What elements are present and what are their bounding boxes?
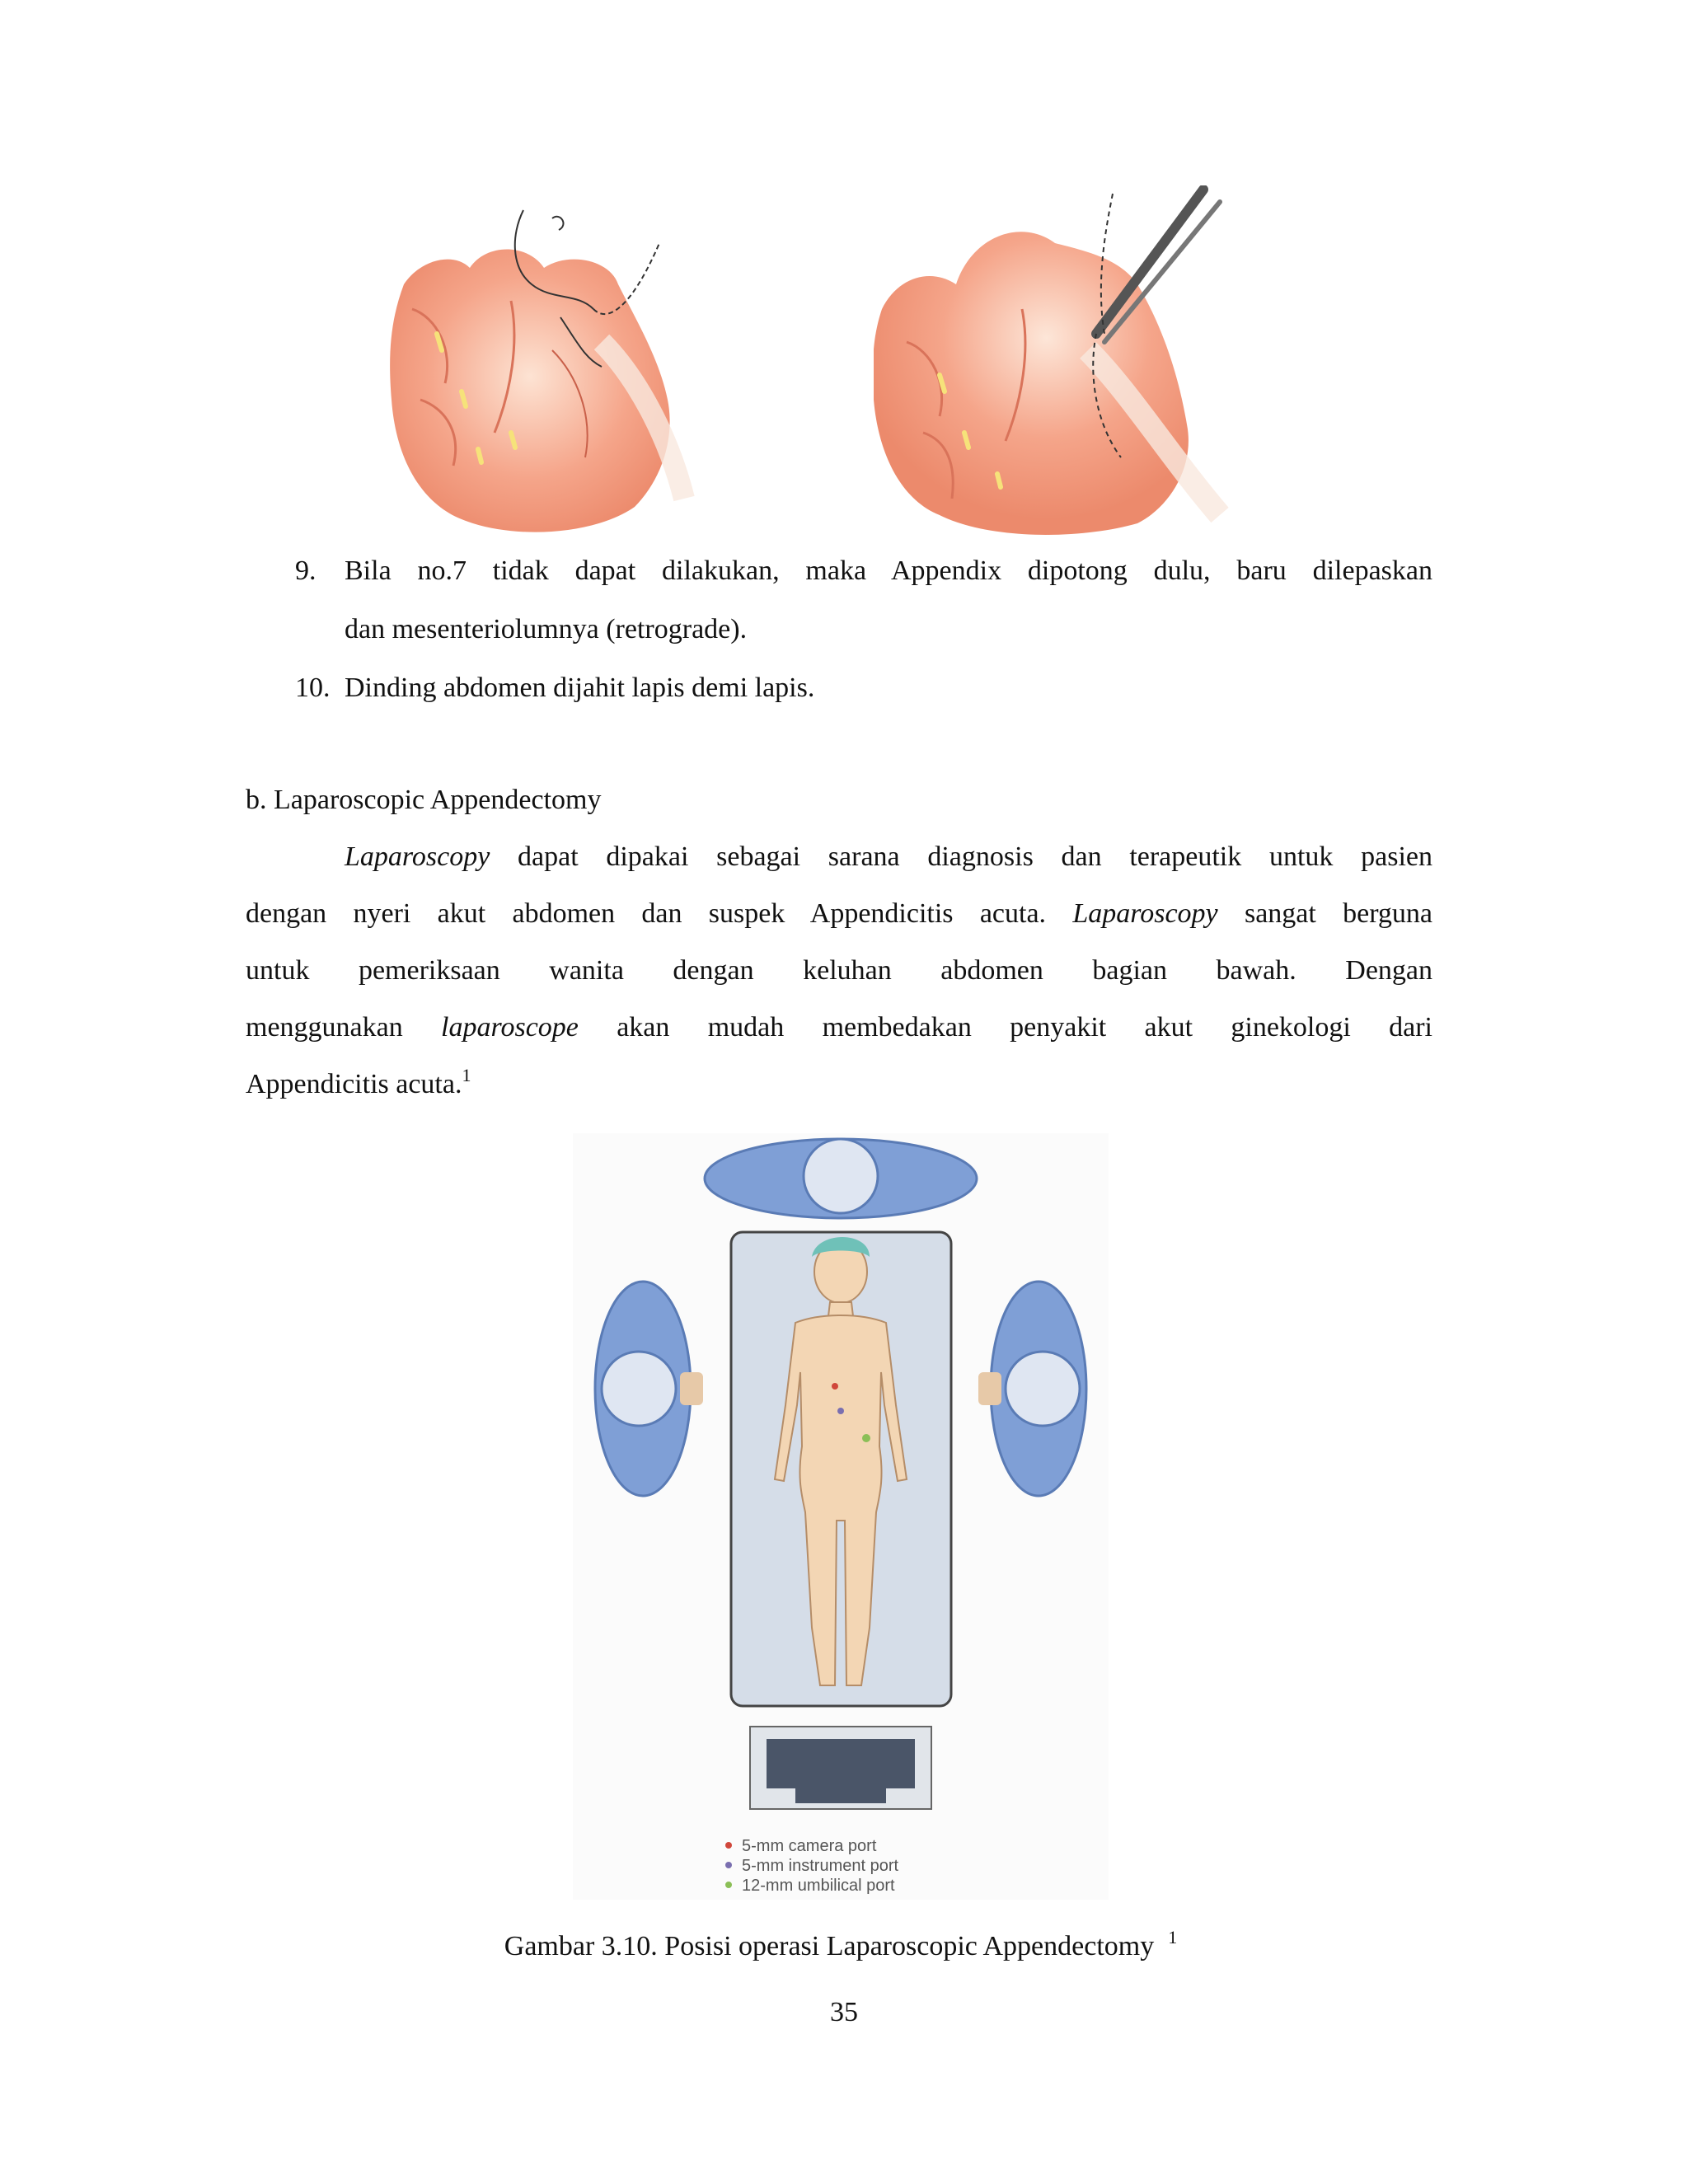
list-item-9-line1: Bila no.7 tidak dapat dilakukan, maka Appendix dipotong dulu, baru dilepaskan	[345, 555, 1432, 586]
figure-legend	[725, 1836, 898, 1896]
appendix-ligation-illustration	[387, 185, 742, 536]
appendix-cutting-illustration	[874, 185, 1257, 536]
paragraph-line-3: untuk pemeriksaan wanita dengan keluhan abdomen bagian bawah. Dengan	[246, 955, 1432, 986]
figure-caption: Gambar 3.10. Posisi operasi Laparoscopic Appendectomy $^1$	[504, 1927, 1178, 1961]
surgeon-head-position	[705, 1139, 977, 1218]
list-item-10-text: Dinding abdomen dijahit lapis demi lapis.	[345, 673, 815, 703]
legend-item-instrument-port: 5-mm instrument port	[725, 1856, 898, 1876]
video-monitor	[750, 1727, 931, 1809]
list-item-9-number: 9.	[295, 555, 316, 586]
green-dot-icon	[725, 1882, 732, 1888]
page-number: 35	[830, 1997, 858, 2027]
paragraph-line-4: menggunakan laparoscope akan mudah membedakan penyakit akut ginekologi dari	[246, 1012, 1433, 1043]
paragraph-line-1: Laparoscopy dapat dipakai sebagai sarana diagnosis dan terapeutik untuk pasien	[345, 841, 1432, 872]
red-dot-icon	[725, 1842, 732, 1849]
citation-1: 1	[462, 1065, 471, 1085]
paragraph-line-5: Appendicitis acuta.$^1$	[246, 1065, 471, 1099]
legend-item-camera-port: 5-mm camera port	[725, 1836, 898, 1856]
legend-item-umbilical-port: 12-mm umbilical port	[725, 1876, 898, 1896]
caption-citation: 1	[1168, 1927, 1178, 1947]
section-heading: b. Laparoscopic Appendectomy	[246, 785, 602, 815]
purple-dot-icon	[725, 1862, 732, 1868]
paragraph-line-2: dengan nyeri akut abdomen dan suspek Appendicitis acuta. Laparoscopy sangat berguna	[246, 898, 1433, 929]
list-item-10-number: 10.	[295, 673, 331, 703]
operating-position-figure	[573, 1133, 1109, 1900]
list-item-9-line2: dan mesenteriolumnya (retrograde).	[345, 614, 748, 644]
